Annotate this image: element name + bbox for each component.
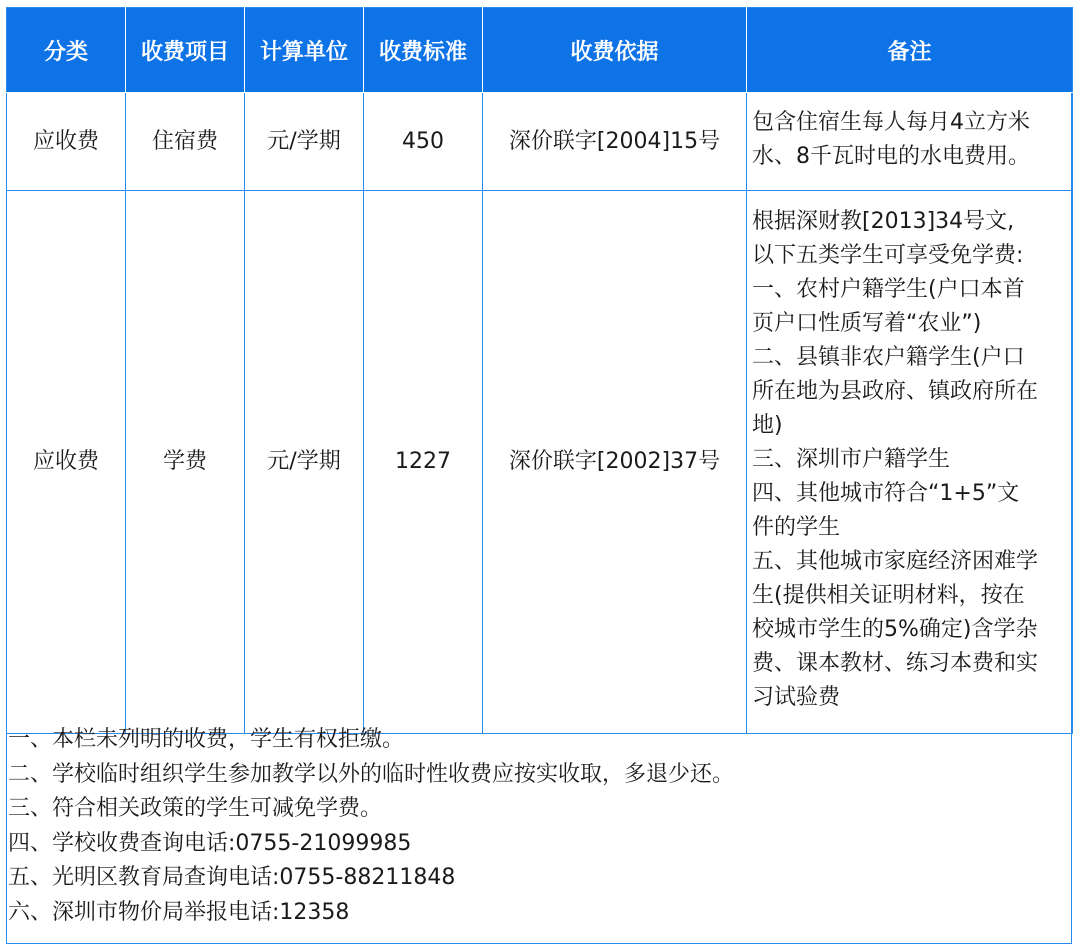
header-standard: 收费标准: [364, 8, 483, 93]
cell-basis: 深价联字[2002]37号: [483, 191, 747, 734]
footer-line: 一、本栏未列明的收费，学生有权拒缴。: [8, 727, 405, 752]
footer-line: 二、学校临时组织学生参加教学以外的临时性收费应按实收取，多退少还。: [8, 761, 735, 787]
note-line: 所在地为县政府、镇政府所在: [752, 379, 1039, 404]
note-line: 三、深圳市户籍学生: [752, 447, 951, 472]
note-line: 二、县镇非农户籍学生(户口: [752, 345, 1025, 370]
note-line: 习试验费: [752, 685, 841, 710]
footer-line: 五、光明区教育局查询电话:0755-88211848: [8, 865, 456, 890]
footer-line: 六、深圳市物价局举报电话:12358: [8, 899, 350, 925]
header-basis: 收费依据: [483, 8, 747, 93]
note-line: 水、8千瓦时电的水电费用。: [752, 143, 1030, 169]
note-line: 费、课本教材、练习本费和实: [752, 651, 1039, 676]
cell-basis: 深价联字[2004]15号: [483, 93, 747, 191]
cell-category: 应收费: [7, 93, 126, 191]
note-line: 四、其他城市符合“1+5”文: [752, 481, 1020, 506]
note-line: 校城市学生的5%确定)含学杂: [752, 617, 1038, 642]
note-line: 根据深财教[2013]34号文,: [752, 209, 1015, 234]
note-line: 五、其他城市家庭经济困难学: [752, 549, 1039, 574]
header-notes: 备注: [747, 8, 1073, 93]
note-line: 包含住宿生每人每月4立方米: [752, 109, 1030, 135]
footer-line: 三、符合相关政策的学生可减免学费。: [8, 796, 383, 821]
note-line: 生(提供相关证明材料，按在: [752, 583, 1025, 608]
footer-notes: [8, 723, 1068, 930]
note-line: 以下五类学生可享受免学费:: [752, 243, 1024, 268]
cell-item: 住宿费: [126, 93, 245, 191]
cell-item: 学费: [126, 191, 245, 734]
table-row: [7, 191, 1073, 734]
footer-line: 四、学校收费查询电话:0755-21099985: [8, 830, 412, 856]
note-line: 地): [752, 413, 783, 438]
header-item: 收费项目: [126, 8, 245, 93]
note-line: 一、农村户籍学生(户口本首: [752, 277, 1025, 302]
cell-standard: 1227: [364, 191, 483, 734]
header-unit: 计算单位: [245, 8, 364, 93]
table-header-row: [7, 8, 1073, 93]
cell-unit: 元/学期: [245, 93, 364, 191]
cell-category: 应收费: [7, 191, 126, 734]
table-row: [7, 93, 1073, 191]
fee-table: [6, 7, 1073, 734]
note-line: 件的学生: [752, 515, 841, 540]
note-line: 页户口性质写着“农业”): [752, 311, 982, 336]
cell-standard: 450: [364, 93, 483, 191]
cell-notes: [747, 93, 1073, 191]
header-category: 分类: [7, 8, 126, 93]
cell-unit: 元/学期: [245, 191, 364, 734]
cell-notes: [747, 191, 1073, 734]
